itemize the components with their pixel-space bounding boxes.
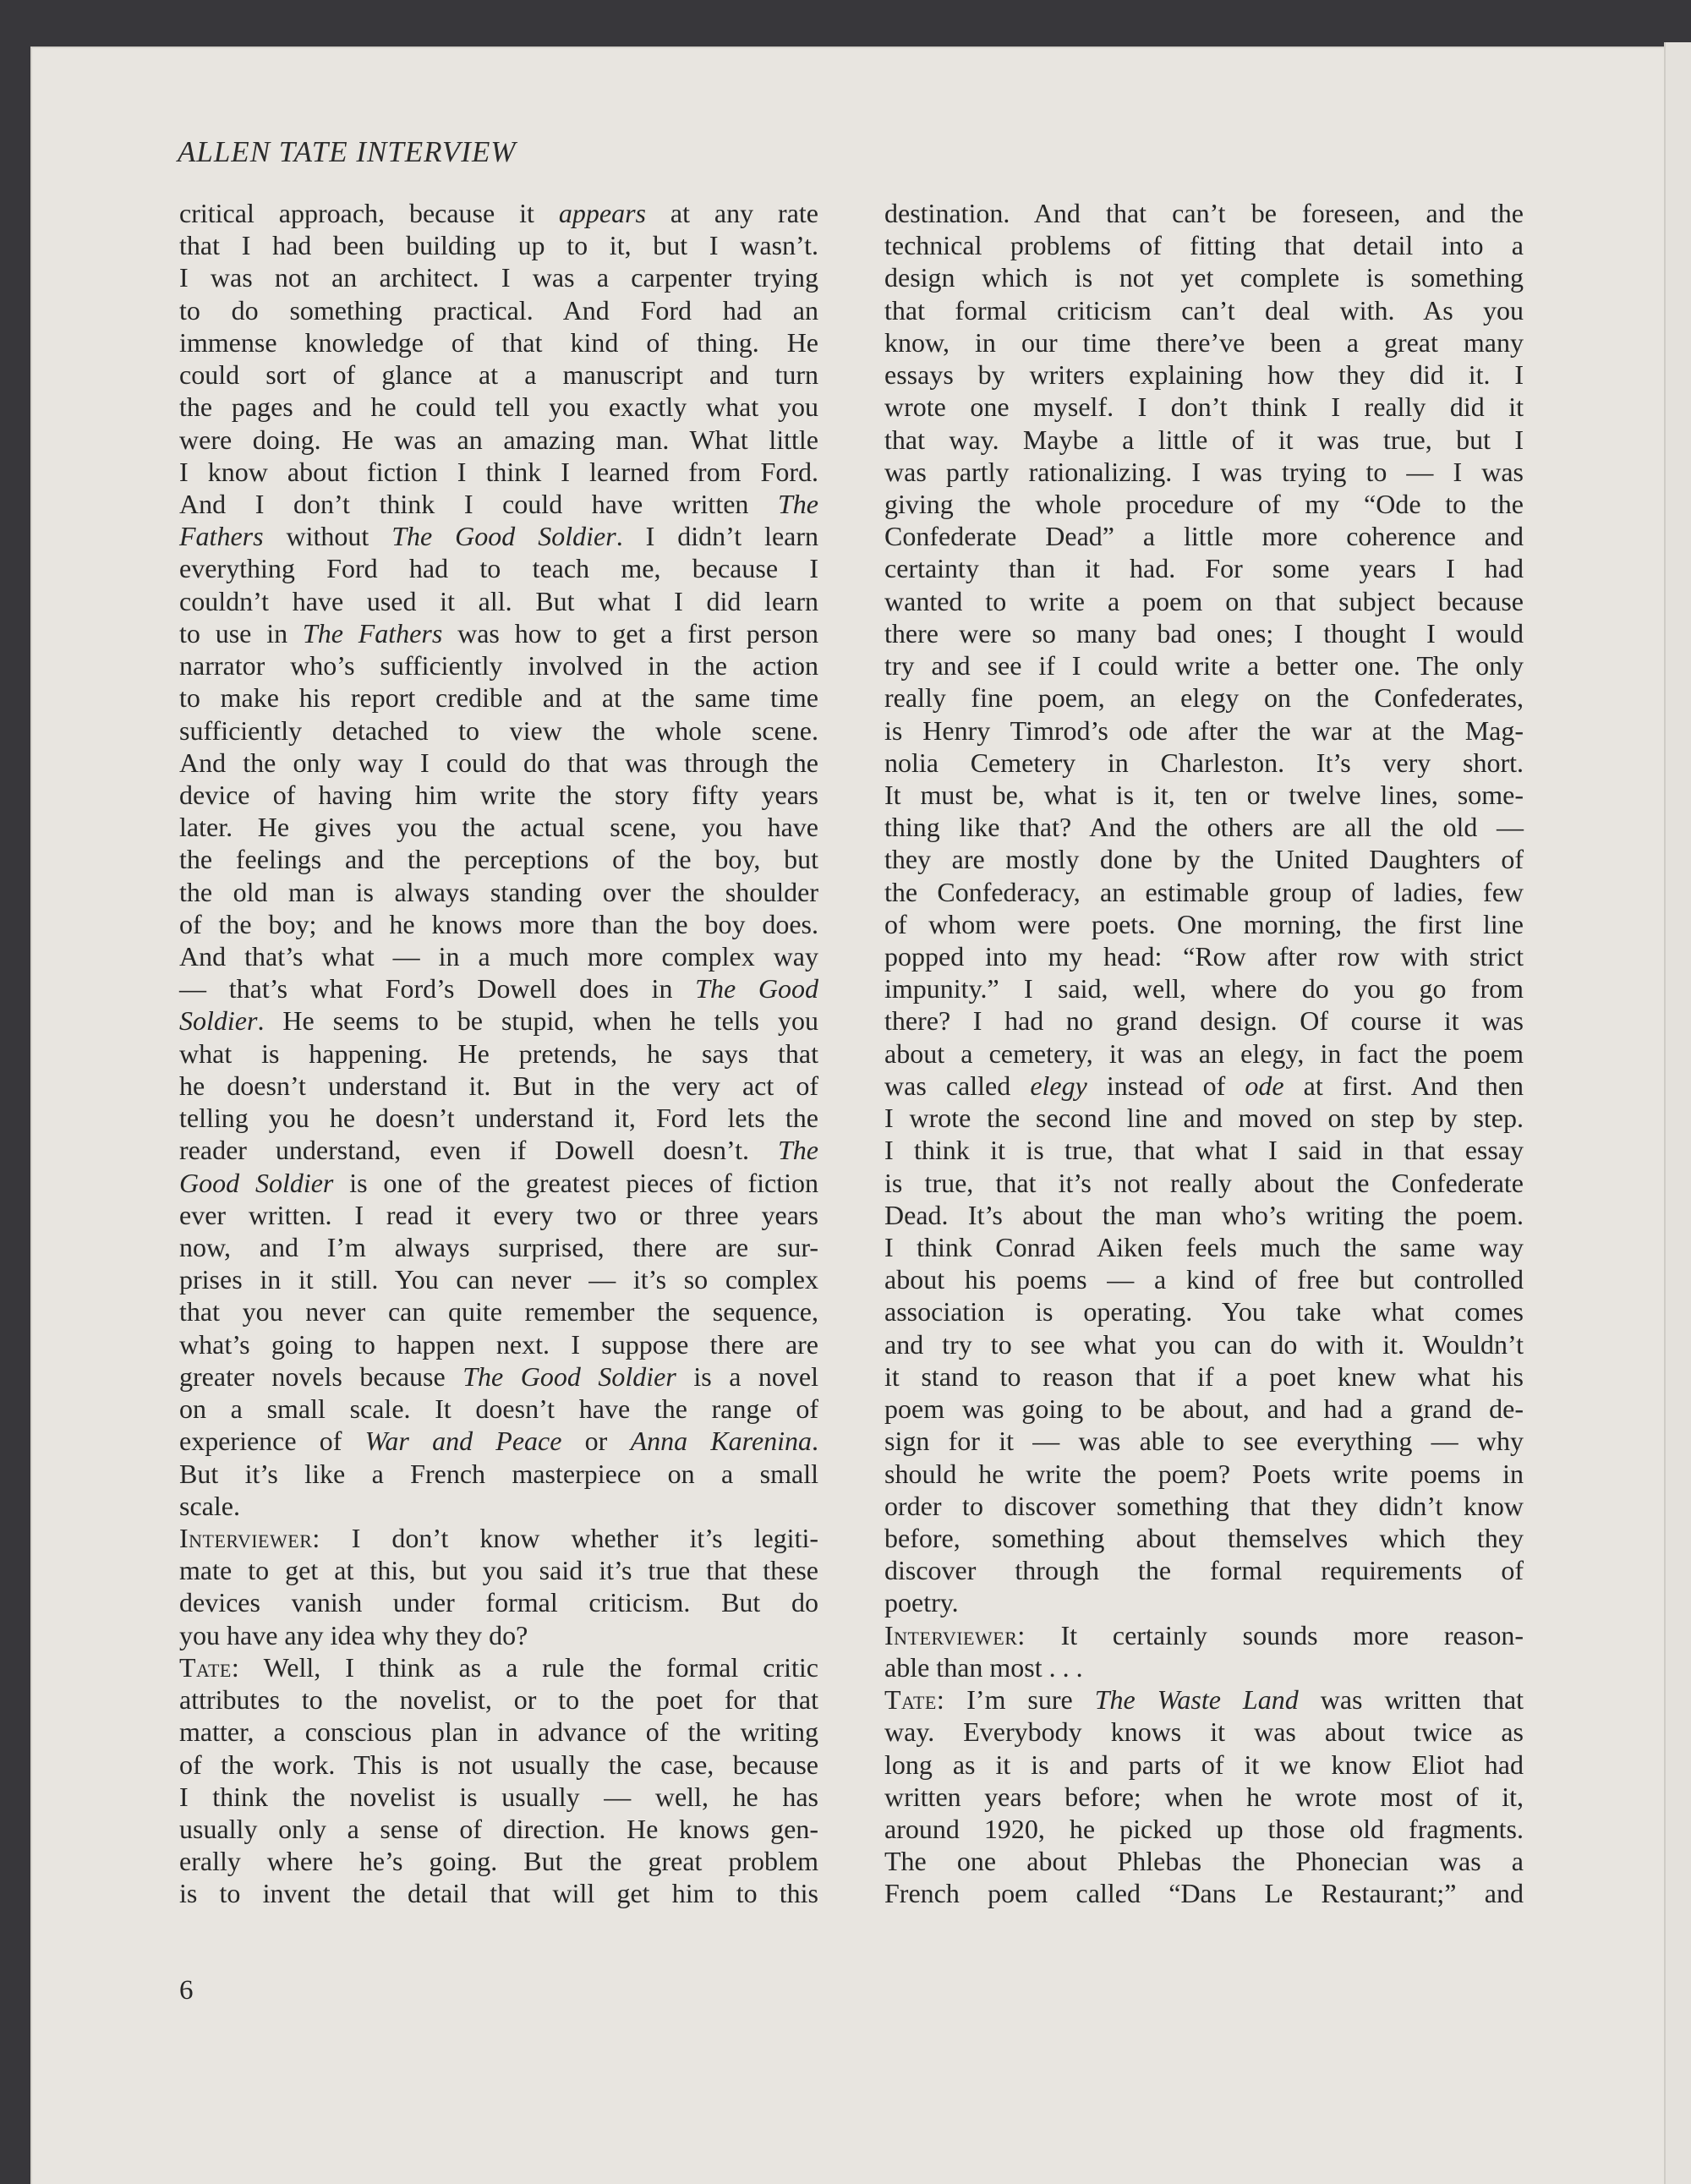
text-line: that formal criticism can’t deal with. As you [884, 294, 1524, 326]
text-line: on a small scale. It doesn’t have the range of [179, 1393, 818, 1425]
text-line: poem was going to be about, and had a grand de- [884, 1393, 1524, 1425]
text-line: really fine poem, an elegy on the Confederates, [884, 682, 1524, 714]
text-line: poetry. [884, 1587, 959, 1618]
text-line: before, something about themselves which they [884, 1522, 1524, 1553]
text-line: Dead. It’s about the man who’s writing the poem. [884, 1199, 1524, 1230]
italic-title: elegy [1030, 1070, 1087, 1101]
text-line: to make his report credible and at the same time [179, 682, 818, 714]
text-line: discover through the formal requirements of [884, 1555, 1524, 1586]
text-line: nolia Cemetery in Charleston. It’s very short. [884, 747, 1524, 778]
italic-title: appears [558, 198, 646, 228]
text-line: later. He gives you the actual scene, you have [179, 812, 818, 843]
text-line: prises in it still. You can never — it’s so complex [179, 1264, 818, 1295]
text-line: of the boy; and he knows more than the boy does. [179, 908, 818, 939]
text-line: there were so many bad ones; I thought I would [884, 617, 1524, 649]
text-line: It must be, what is it, ten or twelve lines, some- [884, 779, 1524, 810]
text-line: of the work. This is not usually the case, because [179, 1749, 818, 1780]
text-line: way. Everybody knows it was about twice as [884, 1716, 1524, 1748]
text-line: sufficiently detached to view the whole scene. [179, 714, 818, 746]
text-line: And that’s what — in a much more complex way [179, 941, 818, 972]
italic-title: The [778, 1135, 818, 1166]
text-line: is true, that it’s not really about the Confederate [884, 1167, 1524, 1198]
italic-title: The Fathers [302, 617, 443, 649]
text-line: devices vanish under formal criticism. But do [179, 1587, 818, 1618]
text-line: to use in The Fathers was how to get a first person [179, 617, 819, 649]
speaker-label: Tate: [884, 1684, 945, 1716]
text-line: matter, a conscious plan in advance of the writing [179, 1716, 818, 1748]
speaker-label: Interviewer: [179, 1522, 320, 1553]
text-line: everything Ford had to teach me, because I [179, 553, 818, 584]
text-line: the Confederacy, an estimable group of ladies, few [884, 876, 1524, 907]
text-line: I know about fiction I think I learned from Ford. [179, 456, 818, 487]
italic-title: ode [1245, 1070, 1284, 1101]
text-line: able than most . . . [884, 1651, 1083, 1683]
text-line: what is happening. He pretends, he says that [179, 1037, 818, 1069]
text-line: that way. Maybe a little of it was true, but I [884, 424, 1524, 455]
text-line: Good Soldier is one of the greatest pieces of fiction [179, 1167, 819, 1198]
text-line: telling you he doesn’t understand it, Ford lets the [179, 1103, 818, 1134]
text-line: know, in our time there’ve been a great many [884, 326, 1524, 358]
text-line: wrote one myself. I don’t think I really did it [884, 391, 1524, 423]
text-line: I think it is true, that what I said in that essay [884, 1135, 1524, 1166]
text-line: about a cemetery, it was an elegy, in fact the poem [884, 1037, 1524, 1069]
text-line: essays by writers explaining how they did it. I [884, 359, 1524, 391]
text-line: could sort of glance at a manuscript and turn [179, 359, 818, 391]
text-line: were doing. He was an amazing man. What little [179, 424, 818, 455]
text-line: association is operating. You take what comes [884, 1296, 1524, 1327]
text-line: device of having him write the story fifty years [179, 779, 818, 810]
text-line: technical problems of fitting that detail into a [884, 230, 1524, 261]
running-head: ALLEN TATE INTERVIEW [178, 135, 517, 168]
text-line: Soldier. He seems to be stupid, when he tells you [179, 1005, 818, 1037]
text-line: certainty than it had. For some years I had [884, 553, 1524, 584]
text-line: reader understand, even if Dowell doesn’t. The [179, 1135, 818, 1166]
text-line: But it’s like a French masterpiece on a small [179, 1458, 818, 1489]
text-line: they are mostly done by the United Daughters of [884, 844, 1524, 875]
text-line: the old man is always standing over the shoulder [179, 876, 818, 907]
text-line: written years before; when he wrote most of it, [884, 1781, 1524, 1812]
text-line: giving the whole procedure of my “Ode to the [884, 488, 1524, 519]
text-line: I was not an architect. I was a carpenter trying [179, 262, 818, 293]
text-line: of whom were poets. One morning, the first line [884, 908, 1524, 939]
italic-title: The Good Soldier [391, 521, 616, 552]
text-line: Confederate Dead” a little more coherence and [884, 521, 1524, 552]
text-line: mate to get at this, but you said it’s true that these [179, 1555, 818, 1586]
text-line: thing like that? And the others are all the old — [884, 812, 1524, 843]
text-line: about his poems — a kind of free but controlled [884, 1264, 1524, 1295]
italic-title: Anna Karenina [630, 1426, 813, 1457]
text-line: that I had been building up to it, but I wasn’t. [179, 230, 818, 261]
text-line: critical approach, because it appears at any rate [179, 198, 819, 228]
speaker-label: Tate: [179, 1651, 240, 1683]
text-line: there? I had no grand design. Of course it was [884, 1005, 1524, 1037]
text-line: he doesn’t understand it. But in the very act of [179, 1070, 818, 1101]
text-column-left [179, 200, 818, 1908]
text-line: the pages and he could tell you exactly what you [179, 391, 818, 423]
text-line: And I don’t think I could have written The [179, 488, 818, 519]
text-line: and try to see what you can do with it. Wouldn’t [884, 1328, 1524, 1360]
text-line: attributes to the novelist, or to the poet for that [179, 1684, 818, 1716]
text-line: I think the novelist is usually — well, he has [179, 1781, 818, 1812]
text-line: that you never can quite remember the sequence, [179, 1296, 818, 1327]
text-line: impunity.” I said, well, where do you go from [884, 973, 1524, 1004]
text-line: now, and I’m always surprised, there are sur- [179, 1232, 818, 1262]
text-line: was called elegy instead of ode at first. And then [884, 1070, 1524, 1101]
text-line: is to invent the detail that will get him to this [179, 1878, 818, 1909]
text-line: the feelings and the perceptions of the boy, but [179, 844, 818, 875]
line-text: I’m sure The Waste Land was written that [966, 1684, 1524, 1716]
text-line [179, 1524, 818, 1552]
text-line: — that’s what Ford’s Dowell does in The Good [179, 973, 819, 1004]
text-line: narrator who’s sufficiently involved in the action [179, 650, 818, 681]
text-line: what’s going to happen next. I suppose there are [179, 1328, 818, 1360]
text-line [179, 1651, 819, 1683]
text-line: immense knowledge of that kind of thing. He [179, 326, 818, 358]
text-line: ever written. I read it every two or three years [179, 1199, 818, 1230]
text-line: try and see if I could write a better one. The only [884, 650, 1524, 681]
line-text: It certainly sounds more reason- [1060, 1619, 1524, 1650]
text-line: around 1920, he picked up those old fragments. [884, 1813, 1524, 1844]
text-line: usually only a sense of direction. He knows gen- [179, 1813, 818, 1844]
binding-gutter [1664, 42, 1691, 2184]
text-line: The one about Phlebas the Phonecian was a [884, 1846, 1524, 1877]
text-line: design which is not yet complete is something [884, 262, 1524, 293]
text-line: sign for it — was able to see everything — why [884, 1426, 1524, 1457]
italic-title: The Good [695, 973, 819, 1004]
text-line: long as it is and parts of it we know Eliot had [884, 1749, 1524, 1780]
text-line: erally where he’s going. But the great problem [179, 1846, 818, 1877]
text-line: Fathers without The Good Soldier. I didn’t learn [179, 521, 819, 552]
text-line: greater novels because The Good Soldier is a novel [179, 1360, 819, 1392]
line-text: I don’t know whether it’s legiti- [351, 1522, 819, 1553]
text-line: French poem called “Dans Le Restaurant;” and [884, 1878, 1524, 1909]
text-line: destination. And that can’t be foreseen, and the [884, 198, 1524, 228]
text-line: experience of War and Peace or Anna Karenina. [179, 1426, 819, 1457]
text-line: to do something practical. And Ford had an [179, 294, 818, 326]
text-line: I think Conrad Aiken feels much the same way [884, 1232, 1524, 1262]
text-line: should he write the poem? Poets write poems in [884, 1458, 1524, 1489]
italic-title: Soldier [179, 1005, 258, 1037]
text-line: wanted to write a poem on that subject because [884, 585, 1524, 616]
italic-title: The [778, 488, 818, 519]
text-line: scale. [179, 1490, 240, 1521]
text-line: couldn’t have used it all. But what I did learn [179, 585, 818, 616]
text-line: it stand to reason that if a poet knew what his [884, 1360, 1524, 1392]
text-column-right [884, 200, 1524, 1908]
text-line: was partly rationalizing. I was trying to — I was [884, 456, 1524, 487]
text-line: is Henry Timrod’s ode after the war at the Mag- [884, 714, 1524, 746]
speaker-label: Interviewer: [884, 1619, 1026, 1650]
italic-title: War and Peace [364, 1426, 562, 1457]
text-line: I wrote the second line and moved on step by step. [884, 1103, 1524, 1134]
italic-title: The Good Soldier [462, 1360, 676, 1392]
italic-title: Good Soldier [179, 1167, 334, 1198]
page-number: 6 [179, 1975, 194, 2006]
text-line [884, 1684, 1524, 1716]
text-line: you have any idea why they do? [179, 1619, 528, 1650]
italic-title: The Waste Land [1094, 1684, 1299, 1716]
text-line: order to discover something that they didn’t know [884, 1490, 1524, 1521]
text-line: popped into my head: “Row after row with strict [884, 941, 1524, 972]
text-line [884, 1619, 1524, 1650]
line-text: Well, I think as a rule the formal critic [263, 1651, 819, 1683]
italic-title: Fathers [179, 521, 264, 552]
text-line: And the only way I could do that was through the [179, 747, 818, 778]
